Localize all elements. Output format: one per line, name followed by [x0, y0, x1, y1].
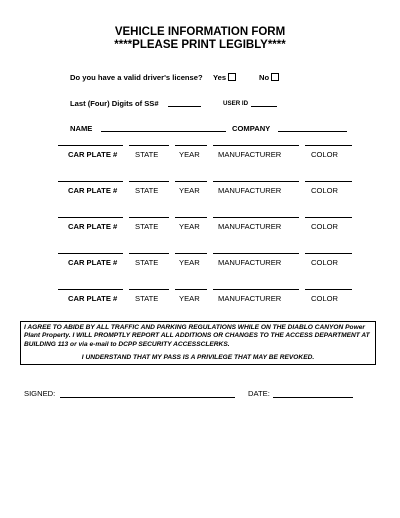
vehicle-year-label: YEAR [179, 150, 200, 159]
vehicle-plate-label: CAR PLATE # [68, 150, 118, 159]
notice-box [20, 321, 376, 365]
notice-paragraph-2: I UNDERSTAND THAT MY PASS IS A PRIVILEGE THAT MAY BE REVOKED. [81, 353, 315, 361]
license-question: Do you have a valid driver's license? [70, 73, 203, 82]
vehicle-manufacturer-field[interactable] [213, 145, 299, 146]
vehicle-manufacturer-field[interactable] [213, 289, 299, 290]
vehicle-color-field[interactable] [305, 145, 352, 146]
vehicle-manufacturer-field[interactable] [213, 253, 299, 254]
vehicle-state-label: STATE [135, 222, 159, 231]
vehicle-plate-label: CAR PLATE # [68, 186, 118, 195]
vehicle-plate-field[interactable] [58, 289, 123, 290]
date-field[interactable] [273, 397, 353, 398]
vehicle-plate-label: CAR PLATE # [68, 222, 118, 231]
vehicle-manufacturer-label: MANUFACTURER [218, 186, 282, 195]
vehicle-state-field[interactable] [129, 217, 169, 218]
vehicle-manufacturer-label: MANUFACTURER [218, 258, 282, 267]
vehicle-year-label: YEAR [179, 258, 200, 267]
form-subtitle: ****PLEASE PRINT LEGIBLY**** [114, 39, 286, 51]
vehicle-year-field[interactable] [175, 181, 207, 182]
vehicle-color-field[interactable] [305, 217, 352, 218]
vehicle-manufacturer-field[interactable] [213, 181, 299, 182]
vehicle-manufacturer-label: MANUFACTURER [218, 294, 282, 303]
signed-label: SIGNED: [24, 389, 56, 398]
license-yes-checkbox[interactable] [228, 73, 236, 81]
vehicle-year-label: YEAR [179, 186, 200, 195]
vehicle-state-field[interactable] [129, 289, 169, 290]
vehicle-plate-field[interactable] [58, 253, 123, 254]
vehicle-color-label: COLOR [311, 150, 339, 159]
vehicle-plate-field[interactable] [58, 217, 123, 218]
vehicle-state-label: STATE [135, 150, 159, 159]
vehicle-manufacturer-field[interactable] [213, 217, 299, 218]
vehicle-plate-field[interactable] [58, 181, 123, 182]
vehicle-year-label: YEAR [179, 294, 200, 303]
user-id-field[interactable] [251, 106, 277, 107]
vehicle-year-field[interactable] [175, 289, 207, 290]
ssn-label: Last (Four) Digits of SS# [70, 99, 159, 108]
vehicle-color-label: COLOR [311, 258, 339, 267]
vehicle-year-label: YEAR [179, 222, 200, 231]
vehicle-color-label: COLOR [311, 222, 339, 231]
vehicle-color-field[interactable] [305, 253, 352, 254]
vehicle-manufacturer-label: MANUFACTURER [218, 150, 282, 159]
vehicle-color-label: COLOR [311, 186, 339, 195]
vehicle-color-label: COLOR [311, 294, 339, 303]
vehicle-plate-label: CAR PLATE # [68, 294, 118, 303]
vehicle-year-field[interactable] [175, 253, 207, 254]
vehicle-state-label: STATE [135, 186, 159, 195]
vehicle-state-field[interactable] [129, 181, 169, 182]
vehicle-state-label: STATE [135, 294, 159, 303]
vehicle-plate-label: CAR PLATE # [68, 258, 118, 267]
license-no-label: No [259, 73, 270, 82]
company-field[interactable] [278, 131, 347, 132]
license-no-checkbox[interactable] [271, 73, 279, 81]
name-label: NAME [70, 124, 93, 133]
vehicle-year-field[interactable] [175, 145, 207, 146]
vehicle-state-label: STATE [135, 258, 159, 267]
user-id-label: USER ID [223, 100, 249, 107]
vehicle-plate-field[interactable] [58, 145, 123, 146]
vehicle-state-field[interactable] [129, 145, 169, 146]
vehicle-year-field[interactable] [175, 217, 207, 218]
vehicle-color-field[interactable] [305, 181, 352, 182]
form-title: VEHICLE INFORMATION FORM [114, 26, 286, 38]
vehicle-state-field[interactable] [129, 253, 169, 254]
signature-field[interactable] [60, 397, 235, 398]
date-label: DATE: [248, 389, 270, 398]
vehicle-manufacturer-label: MANUFACTURER [218, 222, 282, 231]
name-field[interactable] [101, 131, 226, 132]
ssn-field[interactable] [168, 106, 201, 107]
license-yes-label: Yes [213, 73, 227, 82]
company-label: COMPANY [232, 124, 271, 133]
vehicle-color-field[interactable] [305, 289, 352, 290]
notice-paragraph-1: I AGREE TO ABIDE BY ALL TRAFFIC AND PARKING REGULATIONS WHILE ON THE DIABLO CANYON Power Plant Property. I WILL PROMPTLY REPORT ALL ADDITIONS OR CHANGES TO THE ACCESS DEPARTMENT AT BUILDING 113 or via e-mail to DCPP SECURITY ACCESSCLERKS. [24, 324, 370, 348]
